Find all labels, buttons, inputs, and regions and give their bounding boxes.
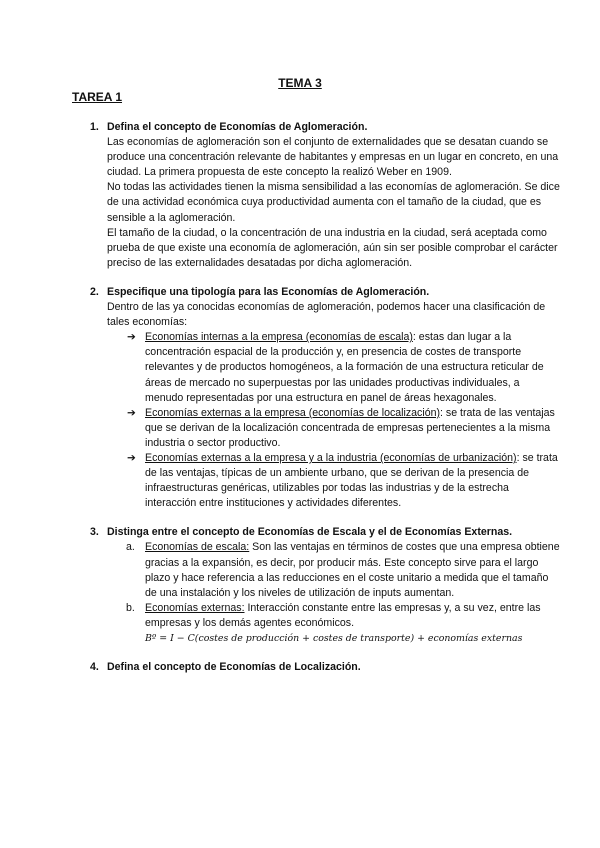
list-item xyxy=(126,540,560,600)
section-4 xyxy=(90,660,560,675)
list-item xyxy=(127,330,560,405)
page-title: TEMA 3 xyxy=(278,76,322,90)
paragraph: No todas las actividades tienen la misma sensibilidad a las economías de aglomeración. Se dice de una actividad económica cuya productividad aumenta con el tamaño de la ciudad, que es sensible a la aglomeración. xyxy=(107,181,560,224)
section-2-heading xyxy=(90,285,560,300)
section-1-content xyxy=(107,135,560,271)
arrow-bullet-icon: ➔ xyxy=(127,451,136,464)
section-title: Especifique una tipología para las Economías de Aglomeración. xyxy=(107,285,430,298)
list-item-label: b. xyxy=(126,601,135,614)
section-number: 3. xyxy=(90,526,99,539)
section-2 xyxy=(90,285,560,511)
section-3 xyxy=(90,525,560,646)
arrow-bullet-icon: ➔ xyxy=(127,406,136,419)
list-item-description: Son las ventajas en términos de costes que una empresa obtiene gracias a la expansión, es decir, por producir más. Este concepto sirve para el largo plazo y hace referencia a las reducciones en el coste unitario a medida que el tamaño de una instalación y los niveles de utilización de inputs aumentan. xyxy=(145,541,560,599)
arrow-bullet-icon: ➔ xyxy=(127,331,136,344)
list-item-term: Economías internas a la empresa (economías de escala) xyxy=(145,331,413,344)
section-title: Defina el concepto de Economías de Aglomeración. xyxy=(107,121,368,133)
list-item-description: : estas dan lugar a la concentración espacial de la producción y, en presencia de costes de transporte relevantes y de productos homogéneos, a la formación de una estructura reticular de áreas de mercado no superpuestas por las unidades productivas individuales, a menudo representadas por una estructura en panel de áreas hexagonales. xyxy=(145,331,544,404)
list-item xyxy=(126,601,560,631)
benefit-formula: Bº = I − C(costes de producción + costes de transporte) + economías externas xyxy=(145,633,523,644)
paragraph: Las economías de aglomeración son el conjunto de externalidades que se desatan cuando se produce una concentración relevante de habitantes y empresas en un lugar en concreto, en una ciudad. La primera propuesta de este concepto la realizó Weber en 1909. xyxy=(107,136,559,179)
list-item-text xyxy=(145,406,560,451)
section-2-content xyxy=(107,300,560,330)
list-item-text xyxy=(145,601,560,631)
list-item-description: : se trata de las ventajas que se derivan de la localización concentrada de empresas pertenecientes a la misma industria o sector productivo. xyxy=(145,406,555,449)
section-1-heading xyxy=(90,120,560,135)
list-item-text xyxy=(145,451,560,511)
paragraph: Dentro de las ya conocidas economías de aglomeración, podemos hacer una clasificación de tales economías: xyxy=(107,301,546,329)
section-3-heading xyxy=(90,525,560,540)
list-item-term: Economías externas: xyxy=(145,601,245,614)
list-item xyxy=(127,406,560,451)
comparison-list xyxy=(126,540,560,631)
list-item xyxy=(127,451,560,511)
list-item-description: Interacción constante entre las empresas y, a su vez, entre las empresas y los demás agentes económicos. xyxy=(145,601,541,629)
list-item-description: : se trata de las ventajas, típicas de un ambiente urbano, que se derivan de la presencia de infraestructuras genéricas, utilizables por todas las industrias y de la estrecha interacción entre instituciones y actividades diferentes. xyxy=(145,451,558,510)
section-title: Defina el concepto de Economías de Localización. xyxy=(107,661,361,674)
paragraph: El tamaño de la ciudad, o la concentración de una industria en la ciudad, será aceptada como prueba de que existe una economía de aglomeración, aún sin ser posible comprobar el carácter preciso de las externalidades desatadas por dicha aglomeración. xyxy=(107,226,558,269)
section-number: 2. xyxy=(90,285,99,298)
section-number: 1. xyxy=(90,121,99,133)
task-heading: TAREA 1 xyxy=(72,90,123,104)
typology-list xyxy=(127,330,560,511)
section-title: Distinga entre el concepto de Economías de Escala y el de Economías Externas. xyxy=(107,526,513,539)
document-body xyxy=(90,120,560,689)
section-4-heading xyxy=(90,660,560,675)
list-item-text xyxy=(145,540,560,600)
section-number: 4. xyxy=(90,661,99,674)
list-item-label: a. xyxy=(126,541,135,554)
list-item-text xyxy=(145,330,560,405)
section-1 xyxy=(90,120,560,271)
list-item-term: Economías externas a la empresa y a la industria (economías de urbanización) xyxy=(145,451,517,464)
list-item-term: Economías externas a la empresa (economías de localización) xyxy=(145,406,441,419)
list-item-term: Economías de escala: xyxy=(145,541,250,554)
